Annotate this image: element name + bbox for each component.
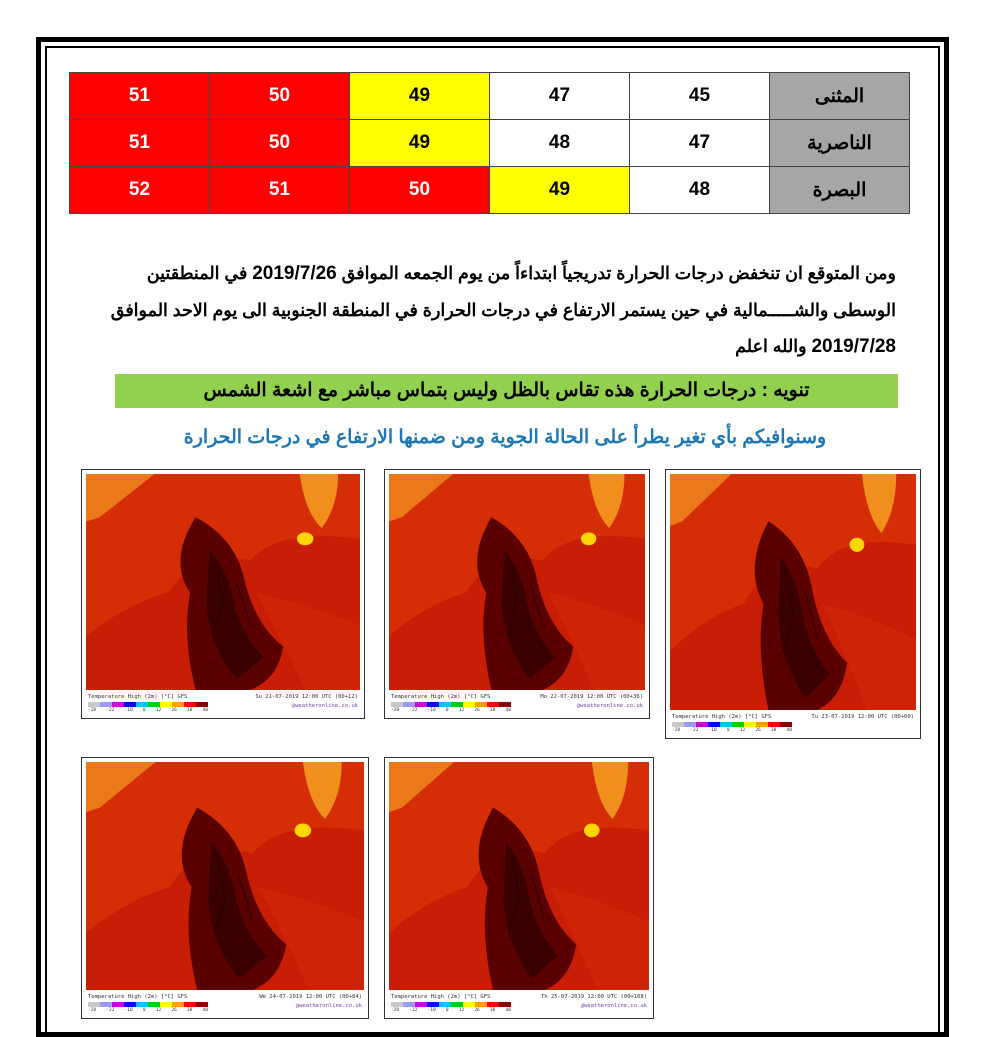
color-scale-tick-label: 26 (171, 708, 177, 713)
color-scale-tick-label: 12 (458, 1008, 465, 1013)
map-variable-label: Temperature High (2m) [°C] GFS (391, 694, 491, 700)
map-source-label: @weatheronline.co.uk (295, 1003, 362, 1009)
temperature-cell: 49 (490, 167, 630, 214)
temperature-cell: 51 (210, 167, 350, 214)
color-scale-labels (88, 1008, 208, 1013)
color-scale-swatch (100, 702, 112, 707)
map-date-label: We 24-07-2019 12:00 UTC (00+84) (259, 994, 362, 1000)
color-scale-swatch (768, 722, 780, 727)
color-scale-bar (88, 1002, 208, 1007)
temperature-cell: 48 (490, 120, 630, 167)
shade-note-banner: تنويه : درجات الحرارة هذه تقاس بالظل وليس بتماس مباشر مع اشعة الشمس (115, 374, 898, 408)
color-scale-swatch (696, 722, 708, 727)
color-scale-tick-label: -10 (427, 1008, 436, 1013)
temperature-cell: 52 (70, 167, 210, 214)
map-date-label: Th 25-07-2019 12:00 UTC (00+108) (541, 994, 647, 1000)
color-scale-swatch (100, 1002, 112, 1007)
color-scale-tick-label: 38 (489, 708, 496, 713)
temperature-cell: 45 (630, 73, 770, 120)
color-scale-tick-label: 12 (458, 708, 465, 713)
temperature-cell: 50 (210, 120, 350, 167)
color-scale-tick-label: 48 (202, 708, 208, 713)
map-source-label: @weatheronline.co.uk (291, 703, 358, 709)
color-scale-tick-label: -28 (391, 708, 400, 713)
color-scale-tick-label: 26 (171, 1008, 177, 1013)
color-scale-swatch (499, 702, 511, 707)
map-caption (672, 714, 914, 734)
color-scale-tick-label: -22 (106, 708, 115, 713)
color-scale-tick-label: -22 (690, 728, 699, 733)
map-date-label: Tu 23-07-2019 12:00 UTC (00+60) (811, 714, 914, 720)
color-scale-swatch (184, 1002, 196, 1007)
color-scale-swatch (124, 702, 136, 707)
map-caption (88, 994, 362, 1014)
map-source-label: @weatheronline.co.uk (576, 703, 643, 709)
color-scale-tick-label: 48 (202, 1008, 208, 1013)
color-scale-swatch (112, 1002, 124, 1007)
forecast-date-2: 2019/7/28 (811, 336, 896, 357)
map-date-label: Mo 22-07-2019 12:00 UTC (00+36) (540, 694, 643, 700)
color-scale-swatch (732, 722, 744, 727)
color-scale-swatch (439, 702, 451, 707)
color-scale-swatch (475, 1002, 487, 1007)
map-caption (391, 994, 647, 1014)
temperature-map-image (389, 474, 645, 690)
temperature-cell: 51 (70, 120, 210, 167)
temperature-cell: 47 (490, 73, 630, 120)
color-scale-bar (88, 702, 208, 707)
temperature-cell: 49 (350, 73, 490, 120)
color-scale-swatch (499, 1002, 511, 1007)
color-scale-swatch (124, 1002, 136, 1007)
color-scale-swatch (148, 1002, 160, 1007)
color-scale-swatch (172, 702, 184, 707)
color-scale-bar (391, 702, 511, 707)
color-scale-tick-label: 0 (445, 708, 449, 713)
color-scale-tick-label: 12 (155, 708, 162, 713)
temperature-table (69, 72, 910, 214)
color-scale-swatch (88, 1002, 100, 1007)
map-caption (391, 694, 643, 714)
city-name-cell: الناصرية (770, 120, 910, 167)
color-scale-tick-label: -28 (88, 1008, 97, 1013)
map-date-label: Su 21-07-2019 12:00 UTC (00+12) (255, 694, 358, 700)
color-scale-swatch (415, 1002, 427, 1007)
color-scale-swatch (463, 1002, 475, 1007)
color-scale-tick-label: 48 (505, 708, 511, 713)
color-scale-tick-label: -22 (409, 1008, 418, 1013)
color-scale-tick-label: -10 (427, 708, 436, 713)
update-notice: وسنوافيكم بأي تغير يطرأ على الحالة الجوية ومن ضمنها الارتفاع في درجات الحرارة (183, 427, 827, 448)
city-name-cell: المثنى (770, 73, 910, 120)
color-scale-swatch (451, 702, 463, 707)
color-scale-tick-label: -28 (88, 708, 97, 713)
color-scale-tick-label: -22 (409, 708, 418, 713)
map-variable-label: Temperature High (2m) [°C] GFS (88, 694, 188, 700)
color-scale-swatch (744, 722, 756, 727)
map-variable-label: Temperature High (2m) [°C] GFS (391, 994, 491, 1000)
color-scale-tick-label: -28 (391, 1008, 400, 1013)
color-scale-swatch (427, 1002, 439, 1007)
color-scale-labels (672, 728, 792, 733)
temperature-cell: 50 (210, 73, 350, 120)
map-caption (88, 694, 358, 714)
table-row (70, 167, 910, 214)
color-scale-swatch (391, 1002, 403, 1007)
color-scale-swatch (415, 702, 427, 707)
color-scale-swatch (720, 722, 732, 727)
city-name-cell: البصرة (770, 167, 910, 214)
temperature-cell: 48 (630, 167, 770, 214)
color-scale-tick-label: -28 (672, 728, 681, 733)
color-scale-swatch (112, 702, 124, 707)
temperature-map-image (86, 762, 364, 990)
color-scale-swatch (475, 702, 487, 707)
forecast-map-card (665, 469, 921, 739)
table-row (70, 120, 910, 167)
color-scale-tick-label: -10 (124, 1008, 133, 1013)
temperature-cell: 49 (350, 120, 490, 167)
color-scale-swatch (756, 722, 768, 727)
color-scale-tick-label: -10 (708, 728, 717, 733)
temperature-map-image (86, 474, 360, 690)
map-variable-label: Temperature High (2m) [°C] GFS (672, 714, 772, 720)
color-scale-swatch (427, 702, 439, 707)
color-scale-tick-label: 0 (142, 1008, 146, 1013)
color-scale-tick-label: 0 (142, 708, 146, 713)
color-scale-swatch (160, 1002, 172, 1007)
temperature-map-image (389, 762, 649, 990)
color-scale-swatch (136, 702, 148, 707)
color-scale-swatch (88, 702, 100, 707)
forecast-text-1: ومن المتوقع ان تنخفض درجات الحرارة تدريجياً ابتداءاً من يوم الجمعه الموافق (341, 263, 896, 283)
forecast-map-card (384, 469, 650, 719)
temperature-cell: 50 (350, 167, 490, 214)
color-scale-tick-label: 38 (489, 1008, 496, 1013)
color-scale-swatch (172, 1002, 184, 1007)
forecast-text-3: والله اعلم (735, 336, 807, 356)
color-scale-tick-label: 12 (155, 1008, 162, 1013)
color-scale-tick-label: 48 (786, 728, 792, 733)
color-scale-swatch (184, 702, 196, 707)
temperature-cell: 51 (70, 73, 210, 120)
color-scale-tick-label: 38 (770, 728, 777, 733)
forecast-map-card (81, 757, 369, 1019)
color-scale-swatch (672, 722, 684, 727)
color-scale-tick-label: 0 (445, 1008, 449, 1013)
forecast-map-card (384, 757, 654, 1019)
temperature-map-image (670, 474, 916, 710)
temperature-cell: 47 (630, 120, 770, 167)
map-variable-label: Temperature High (2m) [°C] GFS (88, 994, 188, 1000)
color-scale-swatch (708, 722, 720, 727)
forecast-text-2: في المنطقتين الوسطى والشـــــمالية في حين يستمر الارتفاع في درجات الحرارة في المنطقة الجنوبية الى يوم الاحد الموافق (110, 263, 896, 320)
color-scale-swatch (391, 702, 403, 707)
color-scale-tick-label: -22 (106, 1008, 115, 1013)
color-scale-swatch (463, 702, 475, 707)
forecast-date-1: 2019/7/26 (252, 263, 337, 284)
color-scale-swatch (487, 1002, 499, 1007)
color-scale-swatch (196, 1002, 208, 1007)
color-scale-labels (391, 708, 511, 713)
forecast-paragraph (90, 255, 896, 365)
forecast-map-card (81, 469, 365, 719)
color-scale-swatch (403, 1002, 415, 1007)
color-scale-tick-label: -10 (124, 708, 133, 713)
color-scale-swatch (451, 1002, 463, 1007)
color-scale-labels (88, 708, 208, 713)
color-scale-swatch (403, 702, 415, 707)
color-scale-labels (391, 1008, 511, 1013)
map-source-label: @weatheronline.co.uk (580, 1003, 647, 1009)
table-row (70, 73, 910, 120)
color-scale-tick-label: 38 (186, 708, 193, 713)
color-scale-swatch (684, 722, 696, 727)
color-scale-swatch (780, 722, 792, 727)
color-scale-tick-label: 26 (474, 708, 480, 713)
color-scale-swatch (136, 1002, 148, 1007)
color-scale-tick-label: 0 (726, 728, 730, 733)
color-scale-swatch (160, 702, 172, 707)
color-scale-tick-label: 26 (755, 728, 761, 733)
color-scale-tick-label: 26 (474, 1008, 480, 1013)
color-scale-swatch (487, 702, 499, 707)
color-scale-swatch (439, 1002, 451, 1007)
color-scale-swatch (196, 702, 208, 707)
color-scale-bar (672, 722, 792, 727)
color-scale-tick-label: 38 (186, 1008, 193, 1013)
color-scale-bar (391, 1002, 511, 1007)
color-scale-tick-label: 48 (505, 1008, 511, 1013)
color-scale-tick-label: 12 (739, 728, 746, 733)
color-scale-swatch (148, 702, 160, 707)
